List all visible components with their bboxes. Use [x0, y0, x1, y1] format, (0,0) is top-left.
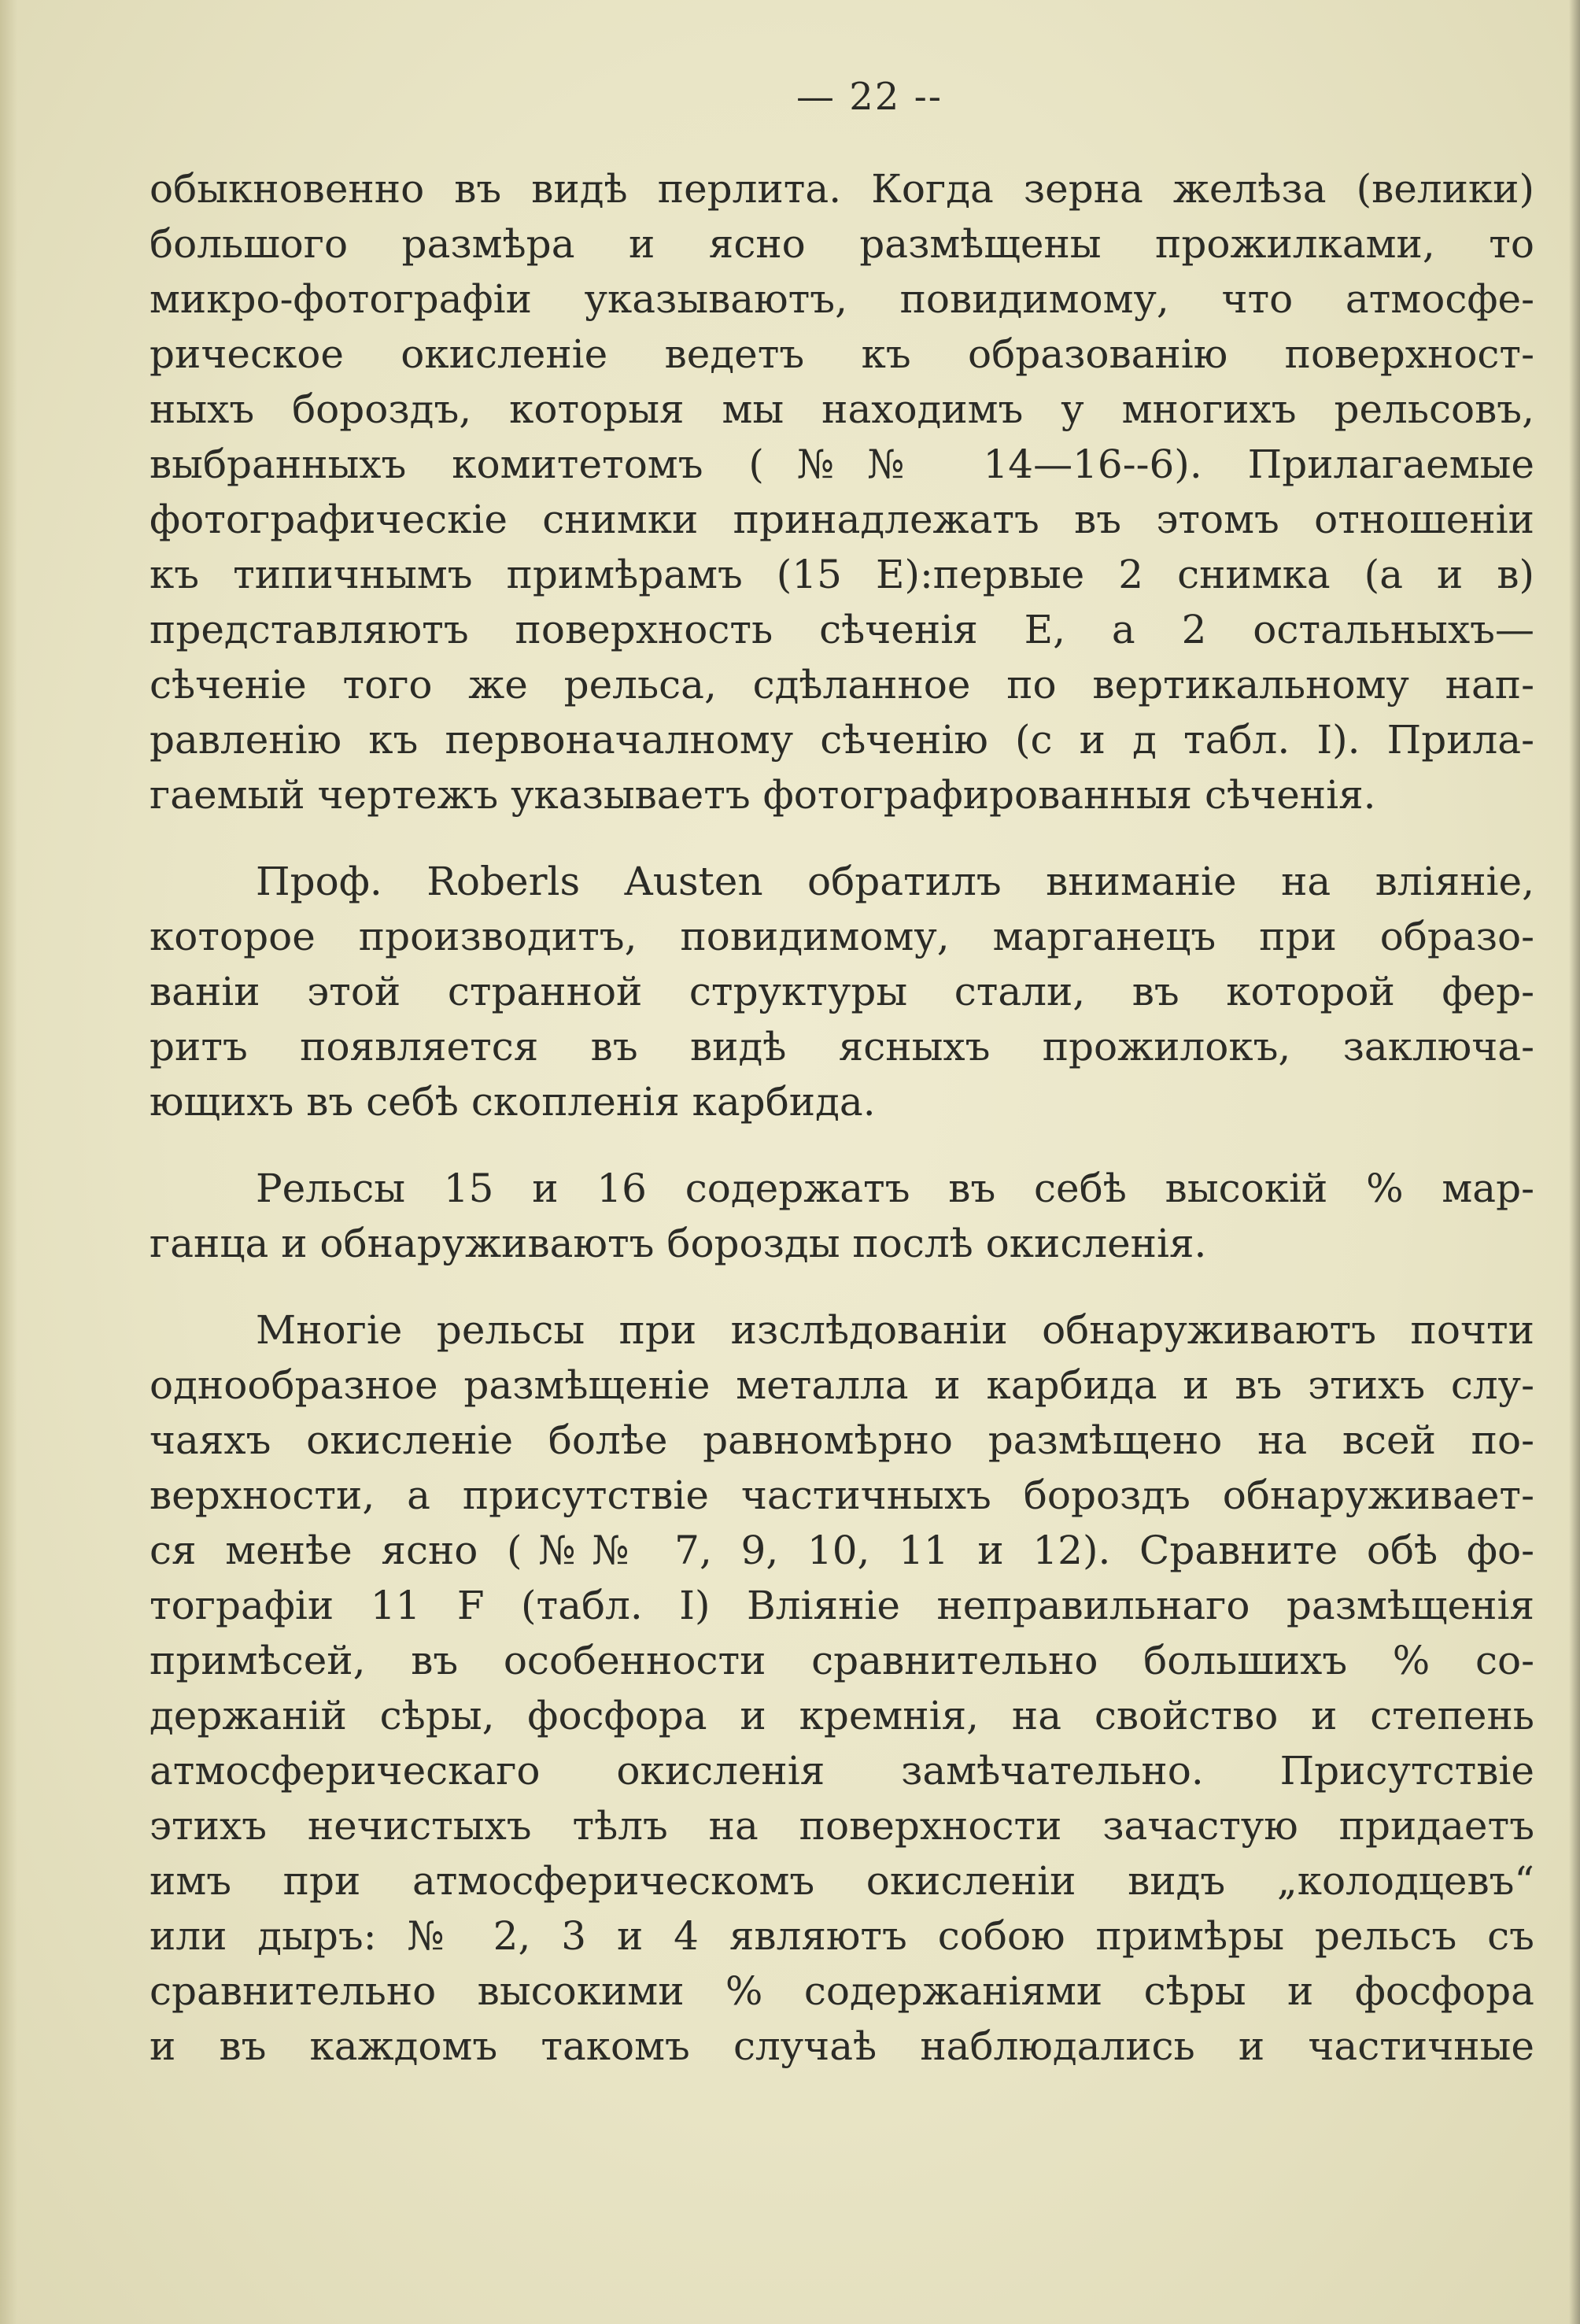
paragraph-gap — [150, 1271, 1534, 1302]
text-line: ганца и обнаруживаютъ борозды послѣ окисленія. — [150, 1221, 1207, 1266]
text-line: верхности, а присутствіе частичныхъ бороздъ обнаруживает- — [150, 1472, 1534, 1518]
text-line: однообразное размѣщеніе металла и карбида и въ этихъ слу- — [150, 1362, 1534, 1408]
text-line: ся менѣе ясно (№№ 7, 9, 10, 11 и 12). Сравните обѣ фо- — [150, 1528, 1534, 1573]
page-edge-right — [1569, 0, 1580, 2324]
page-edge-left — [0, 0, 17, 2324]
text-line: этихъ нечистыхъ тѣлъ на поверхности зачастую придаетъ — [150, 1803, 1534, 1849]
text-line: сѣченіе того же рельса, сдѣланное по вертикальному нап- — [150, 662, 1534, 708]
text-line: представляютъ поверхность сѣченія Е, а 2 остальныхъ— — [150, 607, 1534, 652]
text-line: микро-фотографіи указываютъ, повидимому, что атмосфе- — [150, 276, 1534, 322]
text-line: чаяхъ окисленіе болѣе равномѣрно размѣщено на всей по- — [150, 1417, 1534, 1463]
text-line: ныхъ бороздъ, которыя мы находимъ у многихъ рельсовъ, — [150, 386, 1534, 432]
text-line: равленію къ первоначалному сѣченію (с и д табл. I). Прила- — [150, 717, 1534, 763]
text-line: ритъ появляется въ видѣ ясныхъ прожилокъ, заключа- — [150, 1024, 1534, 1070]
text-line: выбранныхъ комитетомъ (№№ 14—16--6). Прилагаемые — [150, 442, 1534, 487]
text-line: или дыръ: № 2, 3 и 4 являютъ собою примѣры рельсъ съ — [150, 1913, 1534, 1959]
text-line: Многіе рельсы при изслѣдованіи обнаруживаютъ почти — [256, 1307, 1534, 1353]
page-number: — 22 -- — [796, 75, 943, 119]
paragraph-gap — [150, 822, 1534, 854]
text-line: ваніи этой странной структуры стали, въ которой фер- — [150, 969, 1534, 1014]
text-line: гаемый чертежъ указываетъ фотографированныя сѣченія. — [150, 772, 1376, 818]
paragraph-gap — [150, 1129, 1534, 1161]
text-line: имъ при атмосферическомъ окисленіи видъ „колодцевъ“ — [150, 1858, 1534, 1904]
text-line: фотографическіе снимки принадлежатъ въ этомъ отношеніи — [150, 497, 1534, 542]
text-line: и въ каждомъ такомъ случаѣ наблюдались и частичные — [150, 2023, 1534, 2069]
text-line: рическое окисленіе ведетъ къ образованію поверхност- — [150, 331, 1534, 377]
text-line: держаній сѣры, фосфора и кремнія, на свойство и степень — [150, 1693, 1534, 1738]
document-page — [150, 75, 1534, 2074]
paragraph-4 — [150, 1302, 1534, 2074]
paragraph-1 — [150, 161, 1534, 822]
text-line: Проф. Roberls Austen обратилъ вниманіе на вліяніе, — [256, 859, 1534, 904]
paragraph-3 — [150, 1161, 1534, 1271]
text-line: къ типичнымъ примѣрамъ (15 Е):первые 2 снимка (а и в) — [150, 552, 1534, 597]
text-line: примѣсей, въ особенности сравнительно большихъ % со- — [150, 1638, 1534, 1683]
text-line: Рельсы 15 и 16 содержатъ въ себѣ высокій % мар- — [256, 1166, 1534, 1211]
text-line: большого размѣра и ясно размѣщены прожилками, то — [150, 221, 1534, 267]
text-line: обыкновенно въ видѣ перлита. Когда зерна желѣза (велики) — [150, 166, 1534, 212]
text-line: которое производитъ, повидимому, марганецъ при образо- — [150, 914, 1534, 959]
text-line: сравнительно высокими % содержаніями сѣры и фосфора — [150, 1968, 1534, 2014]
text-line: ющихъ въ себѣ скопленія карбида. — [150, 1079, 876, 1125]
paragraph-2 — [150, 854, 1534, 1129]
text-line: тографіи 11 F (табл. I) Вліяніе неправильнаго размѣщенія — [150, 1583, 1534, 1628]
text-line: атмосферическаго окисленія замѣчательно. Присутствіе — [150, 1748, 1534, 1794]
